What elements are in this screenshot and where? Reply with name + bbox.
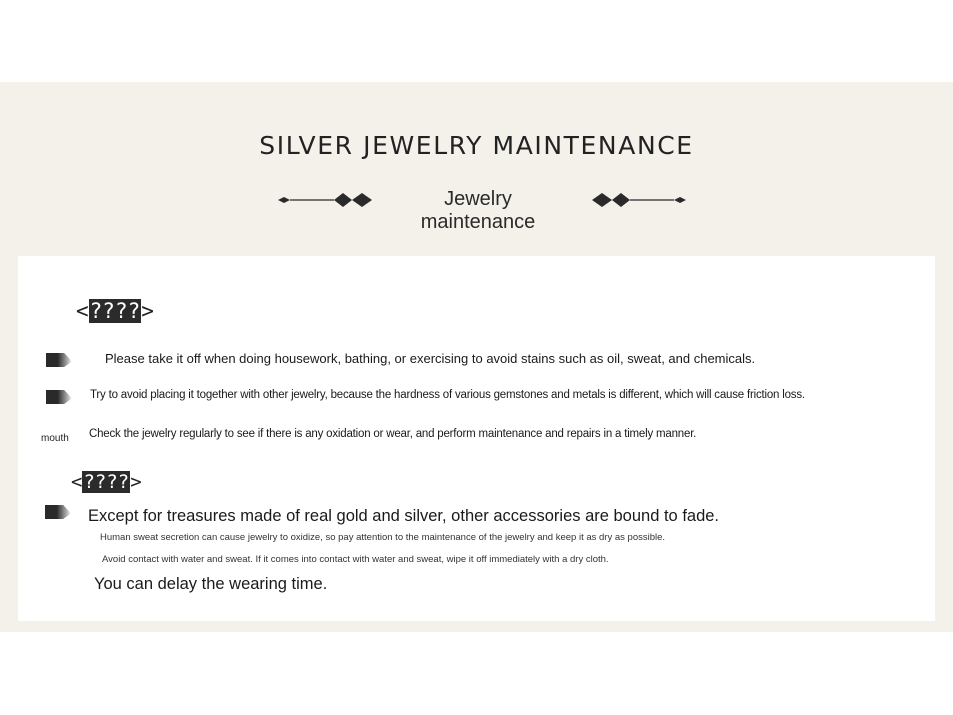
bullet-brush-icon xyxy=(45,505,71,519)
heading-close-bracket: > xyxy=(141,299,154,323)
heading-close-bracket: > xyxy=(130,471,142,493)
section-heading-1 xyxy=(76,299,154,323)
side-label: mouth xyxy=(41,433,69,444)
heading-open-bracket: < xyxy=(76,299,89,323)
care-item: Check the jewelry regularly to see if there is any oxidation or wear, and perform maintenance and repairs in a timely manner. xyxy=(89,428,697,440)
heading-text: ???? xyxy=(89,299,141,323)
subtitle-row xyxy=(278,186,688,233)
care-item: Please take it off when doing housework, bathing, or exercising to avoid stains such as oil, sweat, and chemicals. xyxy=(105,351,756,366)
heading-text: ???? xyxy=(83,471,130,493)
care-item: Try to avoid placing it together with other jewelry, because the hardness of various gemstones and metals is different, which will cause friction loss. xyxy=(90,389,805,401)
left-ornament-icon xyxy=(278,192,378,208)
page-title: SILVER JEWELRY MAINTENANCE xyxy=(259,131,694,160)
heading-open-bracket: < xyxy=(71,471,83,493)
content-card xyxy=(18,256,935,621)
section-heading-2 xyxy=(71,471,142,493)
fade-note: Avoid contact with water and sweat. If it comes into contact with water and sweat, wipe it off immediately with a dry cloth. xyxy=(102,554,609,565)
fade-lead: Except for treasures made of real gold and silver, other accessories are bound to fade. xyxy=(88,507,720,525)
fade-closing: You can delay the wearing time. xyxy=(94,575,328,593)
bullet-brush-icon xyxy=(46,390,72,404)
page-subtitle: Jewelry maintenance xyxy=(420,188,536,233)
fade-note: Human sweat secretion can cause jewelry to oxidize, so pay attention to the maintenance of the jewelry and keep it as dry as possible. xyxy=(100,532,666,543)
bullet-brush-icon xyxy=(46,353,72,367)
right-ornament-icon xyxy=(590,192,690,208)
